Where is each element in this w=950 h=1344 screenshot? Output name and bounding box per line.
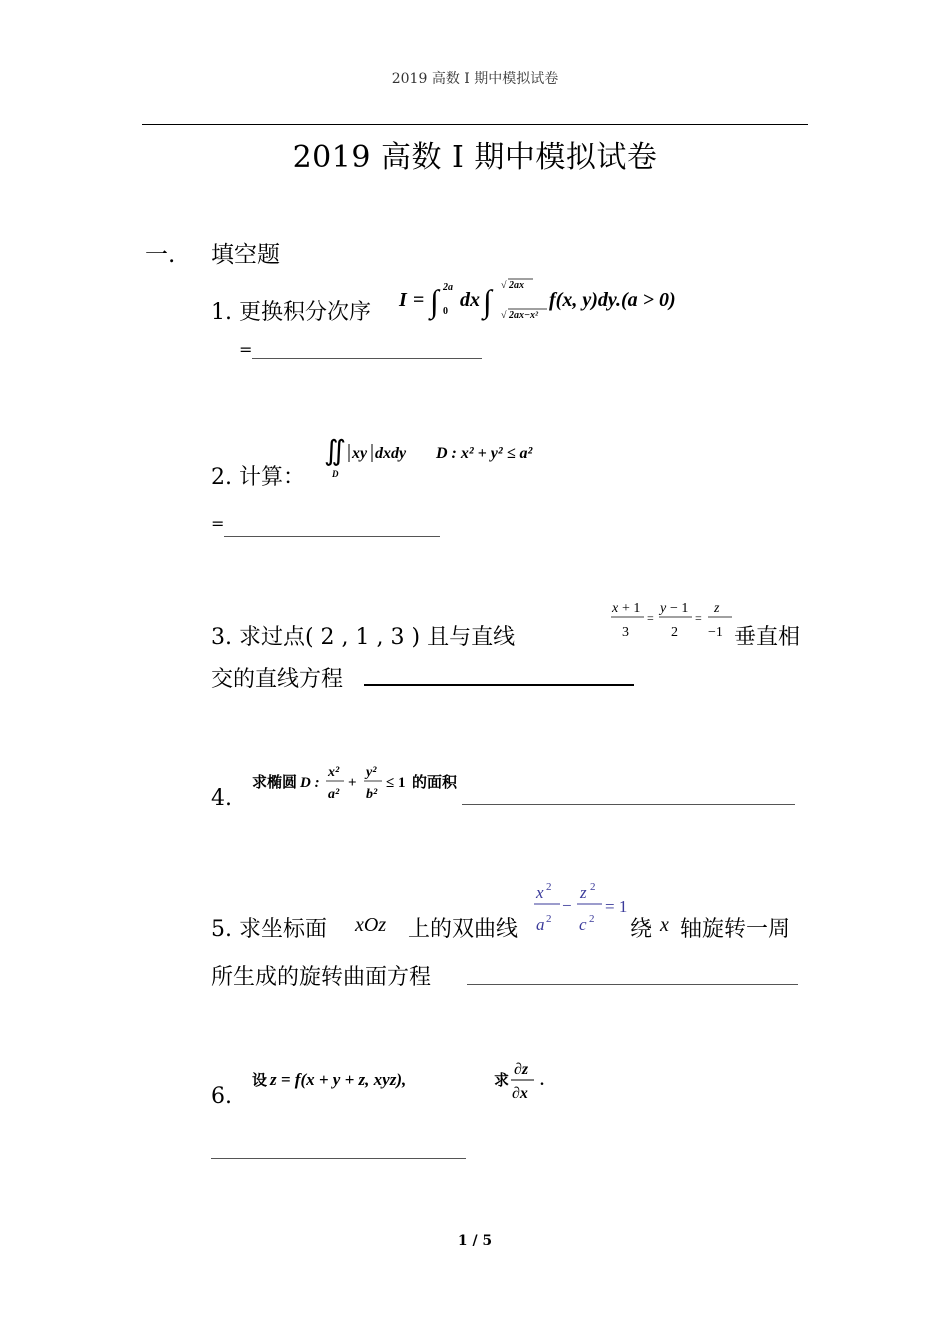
q4-formula-text: 求椭圆	[252, 773, 298, 791]
section-number: 一.	[145, 242, 176, 268]
svg-text:a: a	[536, 915, 545, 934]
svg-text:dxdy: dxdy	[375, 445, 407, 462]
q2-integral-svg	[322, 432, 592, 482]
svg-text:I: I	[399, 289, 407, 311]
q6-formula-text: 设	[252, 1071, 268, 1089]
q6-answer-blank[interactable]	[211, 1158, 466, 1159]
q2-answer-prefix: =	[211, 514, 225, 533]
q4-formula-tail: 的面积	[412, 773, 458, 791]
svg-text:y²: y²	[366, 765, 377, 780]
svg-text:= 1: = 1	[605, 897, 628, 916]
q1-answer-blank[interactable]	[252, 358, 482, 359]
q3-line2: 交的直线方程	[211, 667, 344, 692]
q5-hyperbola	[532, 876, 630, 942]
svg-text:=: =	[647, 611, 654, 625]
svg-text:=: =	[695, 611, 702, 625]
svg-text:−1: −1	[708, 625, 723, 640]
q6-formula-tail: 求	[494, 1071, 510, 1089]
q2-formula	[322, 432, 592, 486]
svg-text:xy: xy	[352, 445, 368, 462]
svg-text:D : x² + y² ≤ a²: D : x² + y² ≤ a²	[436, 445, 533, 462]
q6-formula-svg	[252, 1054, 562, 1104]
svg-text:0: 0	[443, 306, 448, 317]
svg-text:.: .	[540, 1072, 544, 1089]
page-number: 1 / 5	[457, 1233, 493, 1249]
svg-text:z = f(x + y + z, xyz),: z = f(x + y + z, xyz),	[270, 1070, 407, 1089]
svg-text:f(x, y)dy.(a > 0): f(x, y)dy.(a > 0)	[549, 289, 676, 311]
svg-text:2ax−x²: 2ax−x²	[509, 310, 539, 321]
q5-hyperbola-svg	[532, 876, 630, 938]
q5-answer-blank[interactable]	[467, 984, 798, 985]
svg-text:dx: dx	[460, 289, 480, 311]
svg-text:∂x: ∂x	[512, 1085, 528, 1102]
q1-integral-svg	[397, 276, 727, 326]
svg-text:=: =	[413, 289, 425, 311]
q4-formula	[252, 760, 472, 810]
q5-suffix-b: 轴旋转一周	[680, 917, 791, 942]
q2-answer-blank[interactable]	[224, 536, 440, 537]
svg-text:∂z: ∂z	[514, 1061, 529, 1078]
svg-text:∫: ∫	[430, 283, 439, 319]
page-title: 2019 高数 I 期中模拟试卷	[292, 140, 658, 175]
svg-text:−: −	[562, 896, 572, 915]
q5-prefix: 5. 求坐标面	[211, 917, 327, 942]
q1-formula	[397, 276, 727, 330]
svg-text:z: z	[580, 883, 587, 902]
q3-prefix: 3. 求过点( 2 , 1 , 3 ) 且与直线	[211, 625, 516, 650]
q5-plane: xOz	[355, 914, 387, 936]
svg-text:a²: a²	[328, 787, 340, 802]
q5-axis: x	[660, 914, 669, 936]
q3-suffix: 垂直相	[734, 625, 801, 650]
svg-text:√: √	[501, 310, 507, 321]
q3-answer-blank[interactable]	[364, 684, 634, 686]
svg-text:+: +	[348, 775, 357, 791]
svg-text:D: D	[332, 469, 339, 479]
svg-text:+ 1: + 1	[622, 601, 641, 616]
header-rule	[142, 124, 808, 125]
svg-text:≤ 1: ≤ 1	[386, 775, 406, 791]
q6-formula	[252, 1054, 562, 1108]
q4-answer-blank[interactable]	[462, 804, 795, 805]
q3-line-svg	[610, 598, 734, 644]
svg-text:2: 2	[671, 625, 678, 640]
svg-text:c: c	[579, 915, 587, 934]
svg-text:− 1: − 1	[670, 601, 689, 616]
svg-text:x: x	[536, 883, 544, 902]
svg-text:x: x	[612, 601, 619, 616]
svg-text:2: 2	[590, 881, 596, 893]
q3-line-equation	[610, 598, 734, 648]
svg-text:√: √	[501, 280, 507, 291]
q6-prefix: 6.	[211, 1084, 232, 1109]
q1-answer-prefix: =	[239, 340, 253, 359]
svg-text:z: z	[714, 601, 720, 616]
q1-prefix: 1. 更换积分次序	[211, 300, 371, 325]
svg-text:∫: ∫	[483, 283, 492, 319]
svg-text:y: y	[660, 601, 667, 616]
q5-suffix-a: 绕	[630, 917, 653, 942]
svg-text:2a: 2a	[443, 282, 453, 293]
svg-text:2ax: 2ax	[509, 280, 524, 291]
svg-text:2: 2	[589, 913, 595, 925]
q5-middle: 上的双曲线	[408, 917, 519, 942]
q5-line2: 所生成的旋转曲面方程	[211, 965, 432, 990]
svg-text:2: 2	[546, 881, 552, 893]
svg-text:D :: D :	[300, 775, 320, 791]
q2-prefix: 2. 计算：	[211, 465, 305, 490]
running-header: 2019 高数 I 期中模拟试卷	[391, 71, 559, 87]
svg-text:2: 2	[546, 913, 552, 925]
svg-text:∬: ∬	[324, 436, 347, 467]
svg-text:b²: b²	[366, 787, 378, 802]
svg-text:x²: x²	[328, 765, 340, 780]
q4-prefix: 4.	[211, 786, 232, 811]
q4-ellipse-svg	[252, 760, 472, 806]
svg-text:3: 3	[622, 625, 629, 640]
section-label: 填空题	[211, 242, 280, 268]
